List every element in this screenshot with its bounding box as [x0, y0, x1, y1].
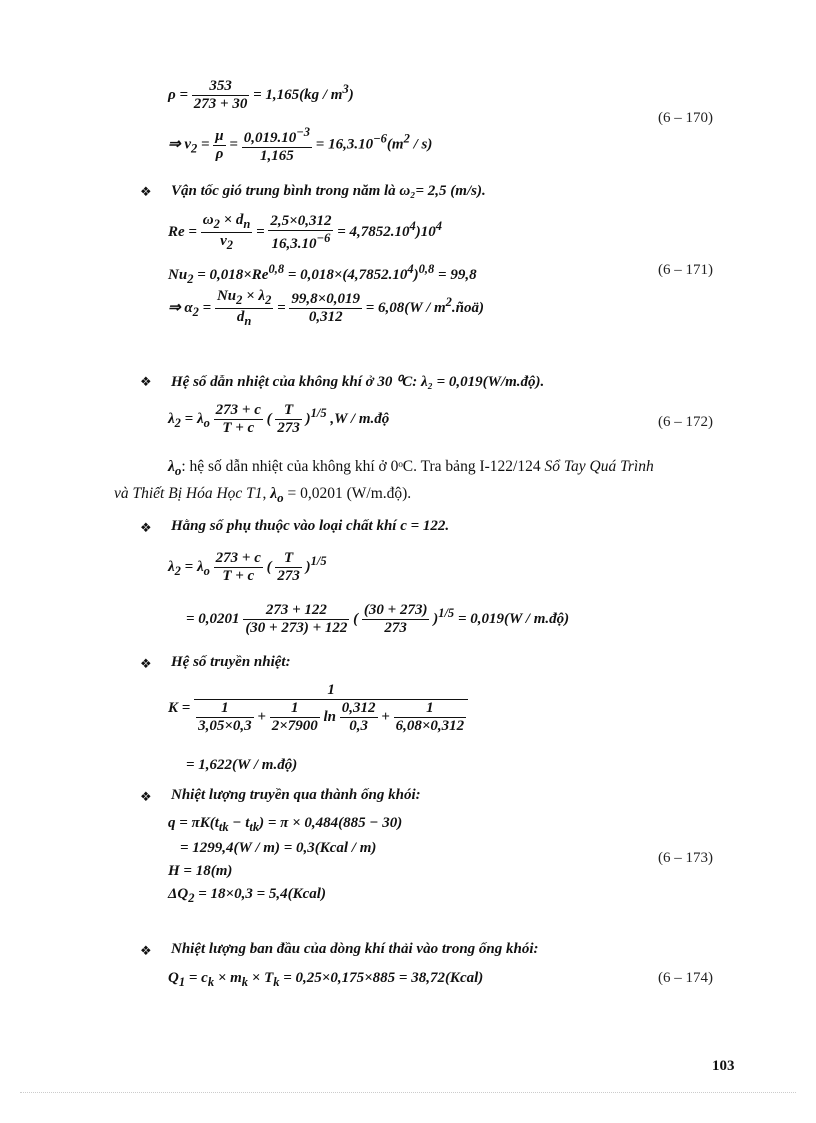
- bullet-heat-through-wall: Nhiệt lượng truyền qua thành ống khói:: [171, 787, 421, 803]
- eq-kinematic-viscosity: ⇒ $\nu_2$ = $\frac{\mu}{\rho}$ = $\frac{0,019.10^{-3}}{1,165}$ = $16,3.10^{-6}(m^2 / s)$: [168, 125, 433, 164]
- bullet-icon: ❖: [140, 185, 152, 200]
- bullet-thermal-conductivity: Hệ số dẫn nhiệt của không khí ở 30 ⁰C: λ₂ = 0,019(W/m.độ).: [171, 374, 545, 390]
- eq-number-173: (6 – 173): [658, 850, 713, 866]
- eq-number-170: (6 – 170): [658, 110, 713, 126]
- paragraph-lambda-value: = 0,0201 (W/m.độ).: [283, 485, 412, 502]
- eq-density: ρ = $\frac{353}{273 + 30}$ = $1,165(kg / m^3)$: [168, 78, 354, 112]
- eq-heat-loss-q-value: = 1299,4(W / m) = 0,3(Kcal / m): [180, 840, 377, 856]
- bullet-overall-coefficient: Hệ số truyền nhiệt:: [171, 654, 291, 670]
- paragraph-lambda-o-line1: $\lambda_o$: hệ số dẫn nhiệt của không khí ở 0ᵒC. Tra bảng I-122/124 Sổ Tay Quá Trình: [168, 458, 654, 479]
- eq-overall-k-result: = 1,622(W / m.độ): [186, 757, 298, 773]
- eq-reynolds: Re = $\frac{\omega_2 \times d_n}{\nu_2}$ = $\frac{2,5\times 0,312}{16,3.10^{-6}}$ = $4,7852.10^4)10^4$: [168, 212, 443, 252]
- bullet-wind-speed: Vận tốc gió trung bình trong năm là ω₂= 2,5 (m/s).: [171, 183, 486, 199]
- eq-heat-transfer-coefficient: ⇒ $\alpha_2$ = $\frac{Nu_2 \times \lambda_2}{d_n}$ = $\frac{99,8\times 0,019}{0,312}$ = $6,08(W / m^2.ñoä)$: [168, 288, 485, 328]
- eq-lambda-computation: = 0,0201 $\frac{273 + 122}{(30 + 273) + 122}$ ( $\frac{(30 + 273)}{273}$ )$^{1/5}$ = 0,019(W / m.độ): [186, 602, 570, 636]
- eq-number-172: (6 – 172): [658, 414, 713, 430]
- bullet-icon: ❖: [140, 521, 152, 536]
- eq-stack-height: H = 18(m): [168, 863, 233, 879]
- paragraph-book-title: Sổ Tay Quá Trình: [544, 458, 654, 475]
- eq-number-174: (6 – 174): [658, 970, 713, 986]
- paragraph-text: : hệ số dẫn nhiệt của không khí ở 0ᵒC. Tra bảng I-122/124: [181, 458, 545, 475]
- bullet-icon: ❖: [140, 657, 152, 672]
- eq-lambda-formula: $\lambda_2 = \lambda_o$ $\frac{273 + c}{T + c}$ ( $\frac{T}{273}$ )$^{1/5}$ ,W / m.độ: [168, 402, 390, 436]
- bullet-icon: ❖: [140, 944, 152, 959]
- footer-divider: [20, 1092, 796, 1093]
- paragraph-book-title-cont: và Thiết Bị Hóa Học T1: [114, 485, 263, 502]
- eq-lambda-formula-repeat: $\lambda_2 = \lambda_o$ $\frac{273 + c}{T + c}$ ( $\frac{T}{273}$ )$^{1/5}$: [168, 550, 327, 584]
- eq-delta-q2: $\Delta Q_2 = 18\times 0,3$ = 5,4(Kcal): [168, 886, 326, 905]
- page-number: 103: [712, 1058, 735, 1074]
- bullet-icon: ❖: [140, 375, 152, 390]
- bullet-gas-constant: Hằng số phụ thuộc vào loại chất khí c = 122.: [171, 518, 450, 534]
- bullet-icon: ❖: [140, 790, 152, 805]
- eq-overall-k: K = 1 $\frac{1}{3,05\times 0,3}$ + $\frac{1}{2\times 7900}$ ln $\frac{0,312}{0,3}$ + $\frac{1}{6,08\times 0,312}$: [168, 682, 468, 735]
- eq-number-171: (6 – 171): [658, 262, 713, 278]
- eq-nusselt: $Nu_2 = 0,018\times Re^{0,8} = 0,018\times(4,7852.10^4)^{0,8} = 99,8$: [168, 262, 477, 286]
- eq-heat-loss-q: $q = \pi K(t_{tk} - t_{tk}) = \pi \times 0,484(885 - 30)$: [168, 815, 403, 834]
- paragraph-lambda-o-line2: và Thiết Bị Hóa Học T1, $\lambda_o = 0,0201$ (W/m.độ).: [114, 485, 412, 506]
- eq-initial-heat-q1: $Q_1 = c_k \times m_k \times T_k = 0,25\times 0,175\times 885$ = 38,72(Kcal): [168, 970, 484, 989]
- bullet-initial-heat: Nhiệt lượng ban đầu của dòng khí thải vào trong ống khói:: [171, 941, 539, 957]
